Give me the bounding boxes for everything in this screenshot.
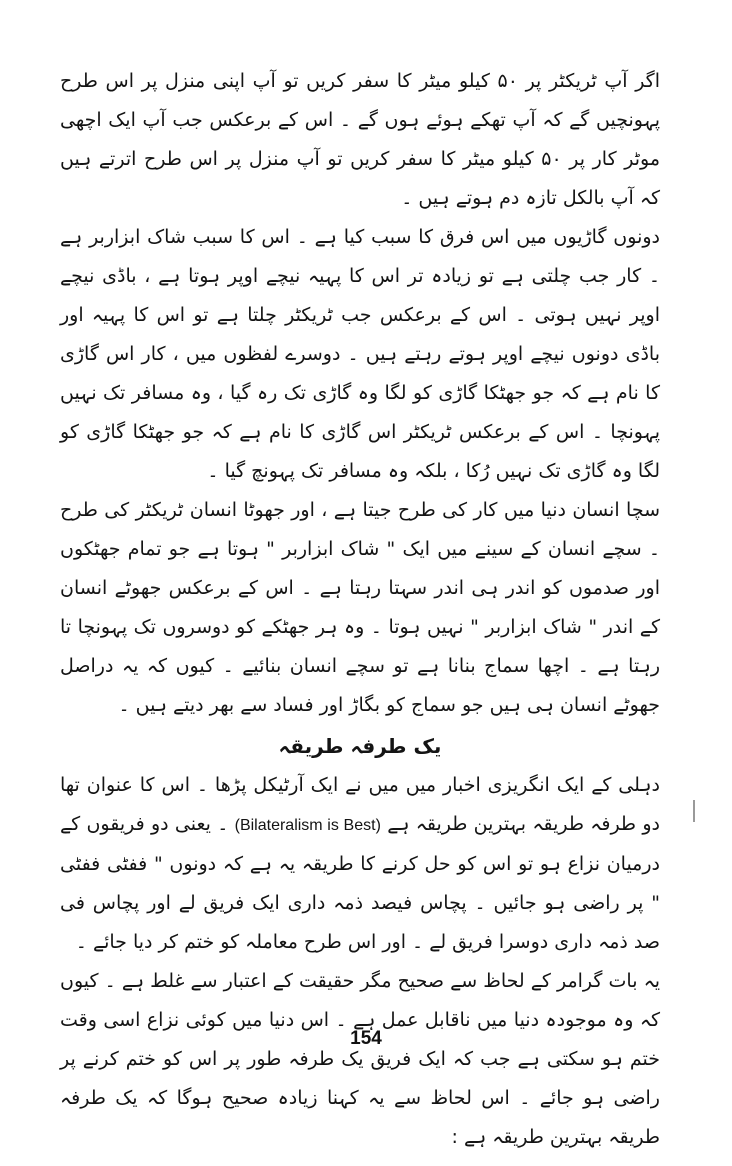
paragraph-true-person: سچا انسان دنیا میں کار کی طرح جیتا ہے ، اور جھوٹا انسان ٹریکٹر کی طرح ۔ سچے انسان کے سینے میں ایک " شاک ابزاربر " ہوتا ہے جو تمام جھٹکوں اور صدموں کو اندر ہی اندر سہتا رہتا ہے ۔ اس کے برعکس جھوٹے انسان کے اندر " شاک ابزاربر " نہیں ہوتا ۔ وہ ہر جھٹکے کو دوسروں تک پہونچا تا رہتا ہے ۔ اچھا سماج بنانا ہے تو سچے انسان بنائیے ۔ کیوں کہ یہ دراصل جھوٹے انسان ہی ہیں جو سماج کو بگاڑ اور فساد سے بھر دیتے ہیں ۔: [60, 499, 660, 716]
paragraph-shock-absorber: دونوں گاڑیوں میں اس فرق کا سبب کیا ہے ۔ اس کا سبب شاک ابزاربر ہے ۔ کار جب چلتی ہے تو زیادہ تر اس کا پہیہ نیچے اوپر ہوتا ہے ، باڈی نیچے اوپر نہیں ہوتی ۔ اس کے برعکس جب ٹریکٹر چلتا ہے تو اس کا پہیہ اور باڈی دونوں نیچے اوپر ہوتے رہتے ہیں ۔ دوسرے لفظوں میں ، کار اس گاڑی کا نام ہے کہ جو جھٹکا گاڑی کو لگا وہ گاڑی تک رہ گیا ، وہ مسافر تک نہیں پہونچا ۔ اس کے برعکس ٹریکٹر اس گاڑی کا نام ہے کہ جو جھٹکا گاڑی کو لگا وہ گاڑی تک نہیں رُکا ، بلکہ وہ مسافر تک پہونچ گیا ۔: [60, 226, 660, 482]
page-number: 154: [350, 1028, 382, 1049]
paragraph-bilateralism-after: ۔ یعنی دو فریقوں کے درمیان نزاع ہو تو اس کو حل کرنے کا طریقہ یہ ہے کہ دونوں " ففٹی ففٹی " پر راضی ہو جائیں ۔ پچاس فیصد ذمہ داری ایک فریق لے اور پچاس فی صد ذمہ داری دوسرا فریق لے ۔ اور اس طرح معاملہ کو ختم کر دیا جائے ۔: [60, 813, 660, 953]
paragraph-unilateralism-text: یہ بات گرامر کے لحاظ سے صحیح مگر حقیقت کے اعتبار سے غلط ہے ۔ کیوں کہ وہ موجودہ دنیا میں ناقابل عمل ہے ۔ اس دنیا میں کوئی نزاع اسی وقت ختم ہو سکتی ہے جب کہ ایک فریق یک طرفہ طور پر اس کو ختم کرنے پر راضی ہو جائے ۔ اس لحاظ سے یہ کہنا زیادہ صحیح ہوگا کہ یک طرفہ طریقہ بہترین طریقہ ہے :: [60, 970, 660, 1148]
english-title: (Bilateralism is Best): [234, 817, 381, 834]
paragraph-bilateralism-before: دہلی کے ایک انگریزی اخبار میں میں نے ایک آرٹیکل پڑھا ۔ اس کا عنوان تھا دو طرفہ طریقہ بہترین طریقہ ہے: [60, 774, 660, 835]
section-heading: یک طرفہ طریقہ: [278, 734, 442, 758]
paragraph-unilateralism: [60, 962, 660, 1157]
page-text: [60, 62, 660, 1157]
margin-mark: [693, 800, 695, 822]
paragraph-bilateralism: [60, 766, 660, 962]
paragraph-tractor-journey: اگر آپ ٹریکٹر پر ۵۰ کیلو میٹر کا سفر کریں تو آپ اپنی منزل پر اس طرح پہونچیں گے کہ آپ تھکے ہوئے ہوں گے ۔ اس کے برعکس جب آپ ایک اچھی موٹر کار پر ۵۰ کیلو میٹر کا سفر کریں تو آپ منزل پر اس طرح اترتے ہیں کہ آپ بالکل تازہ دم ہوتے ہیں ۔: [60, 70, 660, 209]
